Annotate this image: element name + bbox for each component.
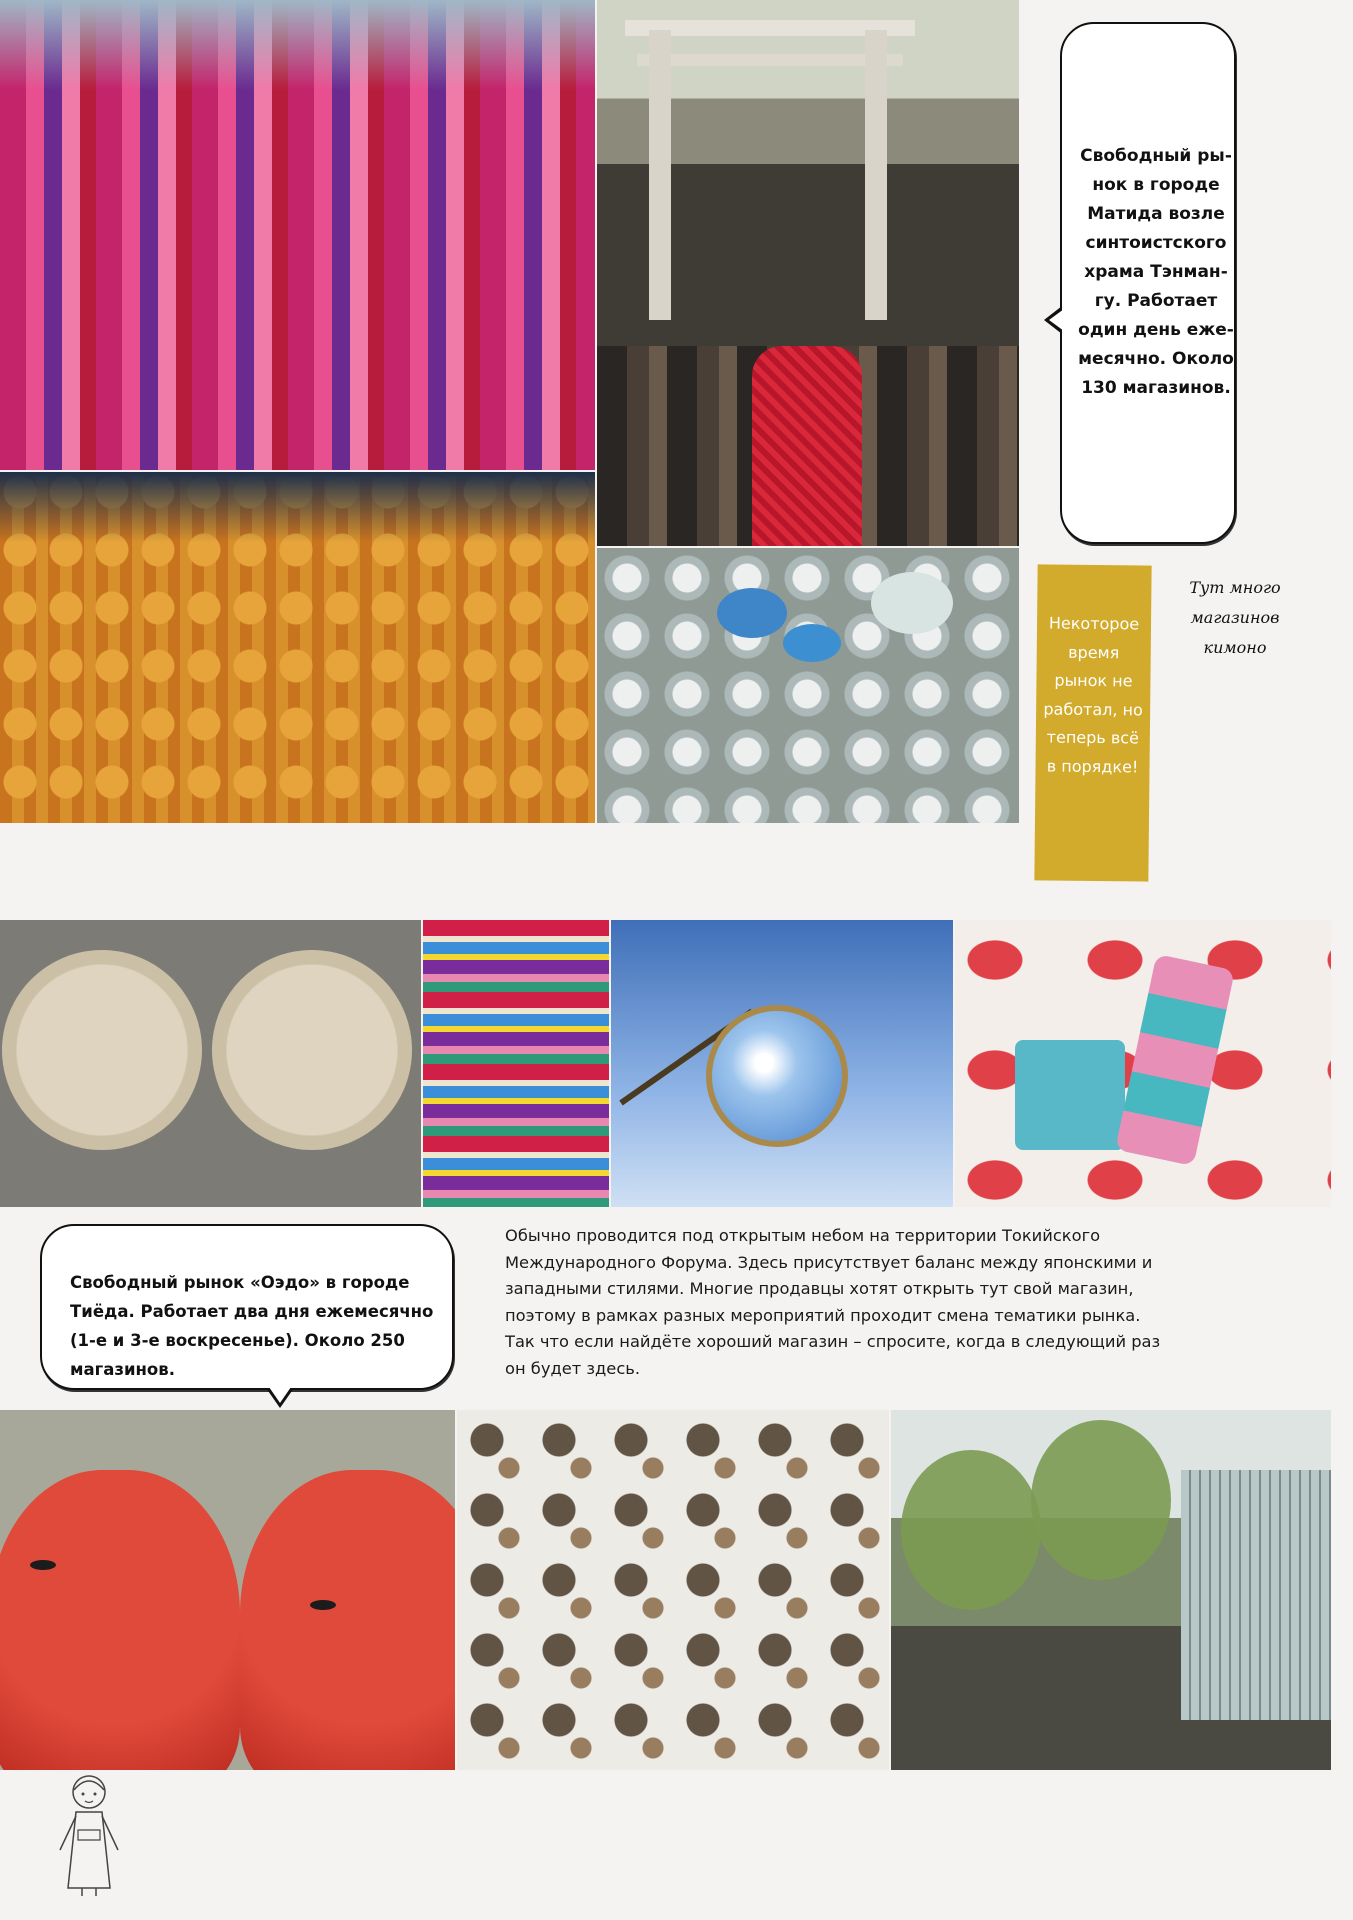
- handwritten-note: Тут много магазинов кимоно: [1189, 578, 1281, 657]
- forum-description-text: Обычно проводится под открытым небом на территории Токийского Международного Форума. Здесь присутствует баланс между японскими и западными стилями. Многие продавцы хотят открыть тут свой магазин, поэтому в рамках разных мероприятий проходит смена тематики рынка. Так что если найдёте хороший магазин – спросите, когда в следующий раз он будет здесь.: [505, 1226, 1161, 1378]
- yellow-note-text: Некоторое время рынок не работал, но теперь всё в порядке!: [1043, 613, 1143, 776]
- photo-antique-tools: [457, 1410, 889, 1770]
- speech-bubble-machida: [1060, 22, 1236, 544]
- photo-woven-ribbons: [423, 920, 609, 1207]
- photo-ceramic-plates: [0, 920, 421, 1207]
- photo-kimono-rack: [0, 0, 595, 470]
- photo-kokeshi-dolls: [0, 472, 595, 823]
- photo-red-fox-toys: [0, 1410, 455, 1770]
- speech-bubble-oedo: [40, 1224, 454, 1390]
- oedo-market-text: Свободный рынок «Оэдо» в городе Тиёда. Работает два дня ежемесячно (1-е и 3-е воскресенье). Около 250 магазинов.: [70, 1273, 434, 1379]
- yellow-sticky-note: [1034, 564, 1151, 881]
- photo-embroidered-cases: [955, 920, 1331, 1207]
- photo-glass-hairpin: [611, 920, 953, 1207]
- kimono-girl-doodle: [54, 1770, 124, 1900]
- photo-tokyo-forum: [891, 1410, 1331, 1770]
- photo-glassware: [597, 548, 1019, 823]
- machida-market-text: Свободный рынок в городе Матида возле синтоистского храма Тэнмангу. Работает один день ежемесячно. Около 130 магазинов.: [1078, 146, 1234, 398]
- photo-shrine-market: [597, 0, 1019, 546]
